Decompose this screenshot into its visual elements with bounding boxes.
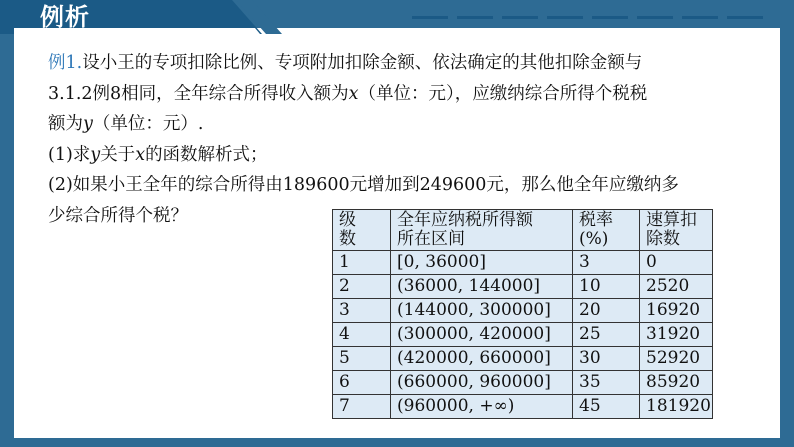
cell-level: 7 (333, 395, 391, 419)
example-label: 例1. (48, 53, 83, 73)
cell-deduction: 16920 (640, 299, 713, 323)
page-title: 例析 (40, 3, 90, 31)
cell-level: 5 (333, 347, 391, 371)
cell-range: (144000, 300000] (391, 299, 573, 323)
problem-line-3: 额为y（单位：元）. (48, 114, 204, 134)
table-row (333, 347, 713, 371)
cell-range: (36000, 144000] (391, 275, 573, 299)
problem-line-2: 3.1.2例8相同，全年综合所得收入额为x（单位：元），应缴纳综合所得个税税 (48, 83, 648, 104)
cell-rate: 10 (573, 275, 640, 299)
cell-deduction: 85920 (640, 371, 713, 395)
cell-rate: 25 (573, 323, 640, 347)
question-2-line-2: 少综合所得个税？ (48, 205, 188, 226)
cell-level: 6 (333, 371, 391, 395)
cell-deduction: 181920 (640, 395, 713, 419)
cell-rate: 35 (573, 371, 640, 395)
header-level: 级 数 (333, 210, 391, 251)
cell-rate: 30 (573, 347, 640, 371)
cell-rate: 20 (573, 299, 640, 323)
header-income-range: 全年应纳税所得额 所在区间 (391, 210, 573, 251)
table-header-row (333, 210, 713, 251)
table-row (333, 251, 713, 275)
header-dash-decoration (412, 16, 784, 20)
table-row (333, 323, 713, 347)
cell-rate: 45 (573, 395, 640, 419)
cell-deduction: 2520 (640, 275, 713, 299)
table-row (333, 299, 713, 323)
problem-text (48, 48, 768, 231)
cell-range: (960000, +∞) (391, 395, 573, 419)
problem-line-1: 例1.设小王的专项扣除比例、专项附加扣除金额、依法确定的其他扣除金额与 (48, 53, 643, 73)
cell-deduction: 0 (640, 251, 713, 275)
header-quick-deduction: 速算扣 除数 (640, 210, 713, 251)
table-row (333, 275, 713, 299)
cell-level: 4 (333, 323, 391, 347)
header-tax-rate: 税率 (%) (573, 210, 640, 251)
cell-level: 1 (333, 251, 391, 275)
question-1: (1)求y关于x的函数解析式； (48, 144, 268, 165)
variable-x: x (348, 83, 359, 104)
cell-deduction: 52920 (640, 347, 713, 371)
tax-rate-table (332, 209, 713, 419)
cell-range: (420000, 660000] (391, 347, 573, 371)
header-band (0, 0, 794, 34)
cell-rate: 3 (573, 251, 640, 275)
cell-range: (660000, 960000] (391, 371, 573, 395)
cell-range: [0, 36000] (391, 251, 573, 275)
cell-deduction: 31920 (640, 323, 713, 347)
cell-range: (300000, 420000] (391, 323, 573, 347)
cell-level: 2 (333, 275, 391, 299)
question-2-line-1: (2)如果小王全年的综合所得由189600元增加到249600元，那么他全年应缴纳多 (48, 175, 679, 195)
table-row (333, 395, 713, 419)
cell-level: 3 (333, 299, 391, 323)
variable-y: y (83, 114, 93, 134)
table-row (333, 371, 713, 395)
